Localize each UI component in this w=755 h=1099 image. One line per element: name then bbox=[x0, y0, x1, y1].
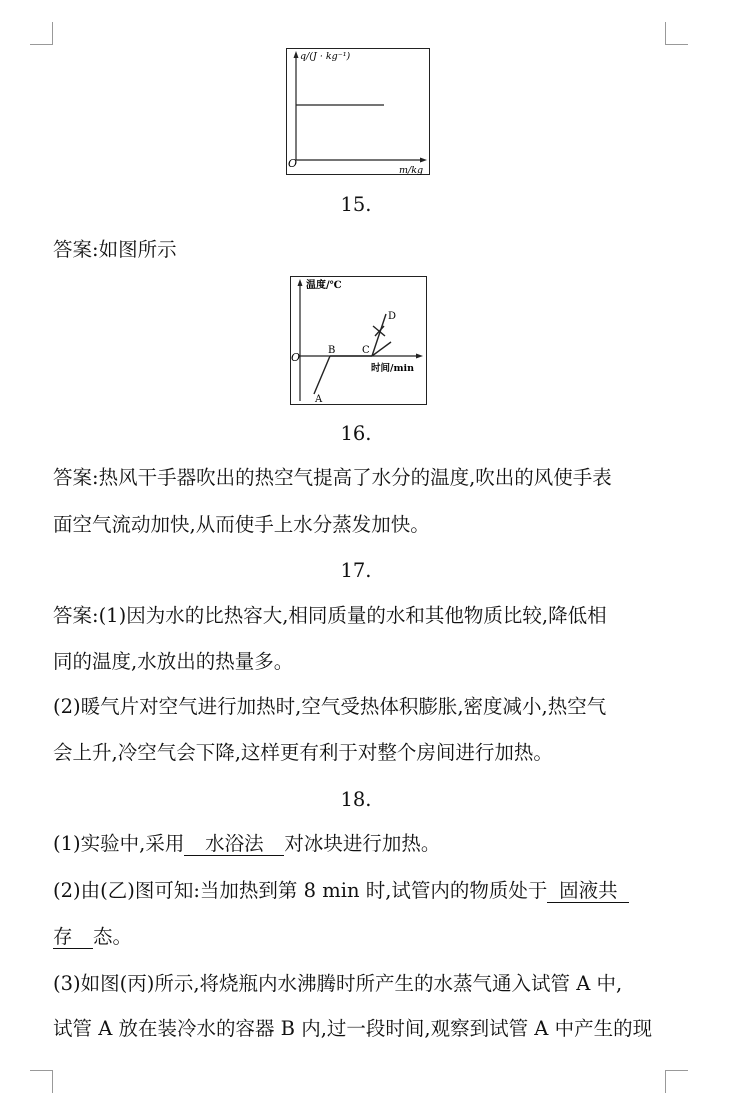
answer-15: 答案:如图所示 bbox=[53, 238, 177, 261]
answer-18-part1 bbox=[53, 832, 440, 856]
point-c-label: C bbox=[362, 345, 370, 356]
origin-label: O bbox=[291, 351, 301, 364]
origin-label: O bbox=[288, 157, 298, 170]
question-number-18: 18. bbox=[340, 788, 372, 811]
part2-text-after: 态。 bbox=[93, 925, 133, 948]
fill-blank-state-part2: 存 bbox=[53, 926, 93, 949]
crop-mark-bottom-left bbox=[30, 1070, 53, 1093]
y-axis-label: 温度/℃ bbox=[306, 280, 342, 291]
answer-18-part3-line-1: (3)如图(丙)所示,将烧瓶内水沸腾时所产生的水蒸气通入试管 A 中, bbox=[53, 972, 623, 995]
crop-mark-top-right bbox=[665, 22, 688, 45]
question-number-15: 15. bbox=[340, 193, 372, 216]
q-m-graph bbox=[286, 48, 430, 176]
x-axis-label: m/kg bbox=[399, 165, 424, 176]
answer-17-part1-line-2: 同的温度,水放出的热量多。 bbox=[53, 650, 294, 673]
answer-18-part2-line-1 bbox=[53, 879, 629, 903]
answer-17-part2-line-1: (2)暖气片对空气进行加热时,空气受热体积膨胀,密度减小,热空气 bbox=[53, 695, 607, 718]
q-m-graph-figure bbox=[286, 48, 430, 180]
fill-blank-heating-method: 水浴法 bbox=[184, 833, 284, 856]
question-number-17: 17. bbox=[340, 559, 372, 582]
point-a-label: A bbox=[315, 394, 323, 405]
y-axis-label: q/(J · kg⁻¹) bbox=[300, 51, 351, 62]
part2-text-before: (2)由(乙)图可知:当加热到第 8 min 时,试管内的物质处于 bbox=[53, 879, 548, 902]
part1-text-after: 对冰块进行加热。 bbox=[284, 832, 441, 855]
temperature-time-graph-figure bbox=[290, 276, 428, 410]
answer-18-part2-line-2 bbox=[53, 925, 132, 949]
crop-mark-top-left bbox=[30, 22, 53, 45]
point-d-label: D bbox=[388, 311, 397, 322]
crop-mark-bottom-right bbox=[665, 1070, 688, 1093]
part1-text-before: (1)实验中,采用 bbox=[53, 832, 185, 855]
x-axis-label: 时间/min bbox=[371, 363, 415, 374]
answer-16-line-2: 面空气流动加快,从而使手上水分蒸发加快。 bbox=[53, 513, 430, 536]
answer-18-part3-line-2: 试管 A 放在装冷水的容器 B 内,过一段时间,观察到试管 A 中产生的现 bbox=[53, 1017, 653, 1040]
answer-16-line-1: 答案:热风干手器吹出的热空气提高了水分的温度,吹出的风使手表 bbox=[53, 466, 612, 489]
point-b-label: B bbox=[328, 345, 336, 356]
question-number-16: 16. bbox=[340, 422, 372, 445]
fill-blank-state-part1: 固液共 bbox=[547, 880, 629, 903]
answer-17-part2-line-2: 会上升,冷空气会下降,这样更有利于对整个房间进行加热。 bbox=[53, 741, 553, 764]
answer-17-part1-line-1: 答案:(1)因为水的比热容大,相同质量的水和其他物质比较,降低相 bbox=[53, 604, 607, 627]
temperature-time-graph bbox=[290, 276, 428, 406]
